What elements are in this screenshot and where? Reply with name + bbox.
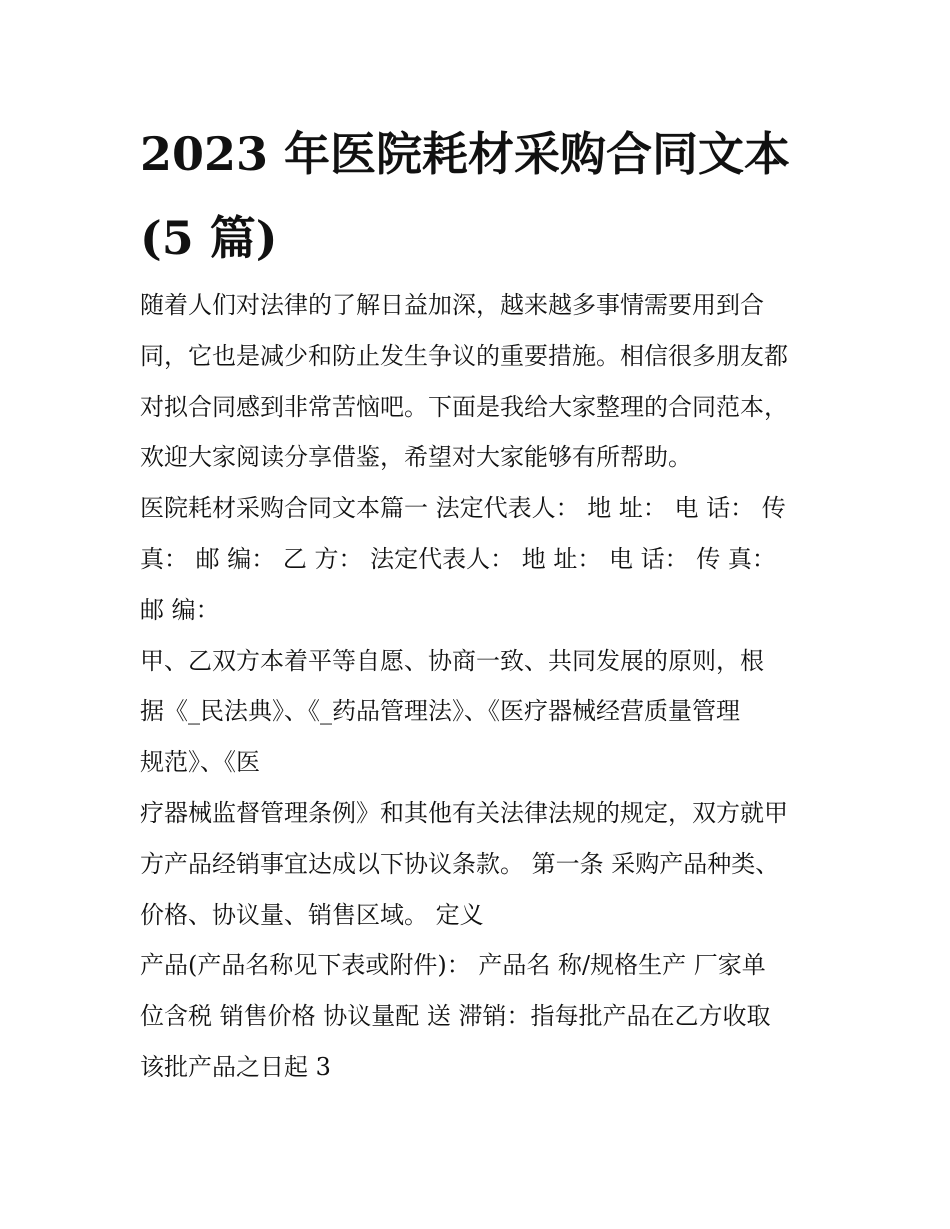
title-line: 2023 年医院耗材采购合同文本 bbox=[140, 127, 791, 181]
body-line: 邮 编： bbox=[140, 595, 220, 624]
document-title bbox=[140, 112, 830, 280]
body-line: 对拟合同感到非常苦恼吧。下面是我给大家整理的合同范本， bbox=[140, 392, 788, 421]
body-line: 随着人们对法律的了解日益加深，越来越多事情需要用到合 bbox=[140, 291, 764, 319]
body-line: 真： 邮 编： 乙 方： 法定代表人： 地 址： 电 话： 传 真： bbox=[140, 544, 776, 573]
title-line: (5 篇) bbox=[140, 211, 278, 265]
body-line: 欢迎大家阅读分享借鉴，希望对大家能够有所帮助。 bbox=[140, 443, 692, 472]
document-body bbox=[140, 280, 830, 1093]
body-line: 位含税 销售价格 协议量配 送 滞销：指每批产品在乙方收取 bbox=[140, 1002, 771, 1031]
body-line: 甲、乙双方本着平等自愿、协商一致、共同发展的原则，根 bbox=[140, 646, 764, 675]
body-line: 该批产品之日起 3 bbox=[140, 1052, 331, 1081]
body-line: 产品(产品名称见下表或附件)： 产品名 称/规格生产 厂家单 bbox=[140, 951, 766, 980]
body-line: 据《_民法典》、《_药品管理法》、《医疗器械经营质量管理 bbox=[140, 697, 740, 726]
body-line: 疗器械监督管理条例》和其他有关法律法规的规定，双方就甲 bbox=[140, 798, 788, 827]
body-line: 方产品经销事宜达成以下协议条款。 第一条 采购产品种类、 bbox=[140, 849, 780, 878]
body-line: 医院耗材采购合同文本篇一 法定代表人： 地 址： 电 话： 传 bbox=[140, 494, 786, 523]
body-line: 价格、协议量、销售区域。 定义 bbox=[140, 900, 484, 929]
body-line: 同，它也是减少和防止发生争议的重要措施。相信很多朋友都 bbox=[140, 341, 788, 370]
body-line: 规范》、《医 bbox=[140, 748, 260, 777]
